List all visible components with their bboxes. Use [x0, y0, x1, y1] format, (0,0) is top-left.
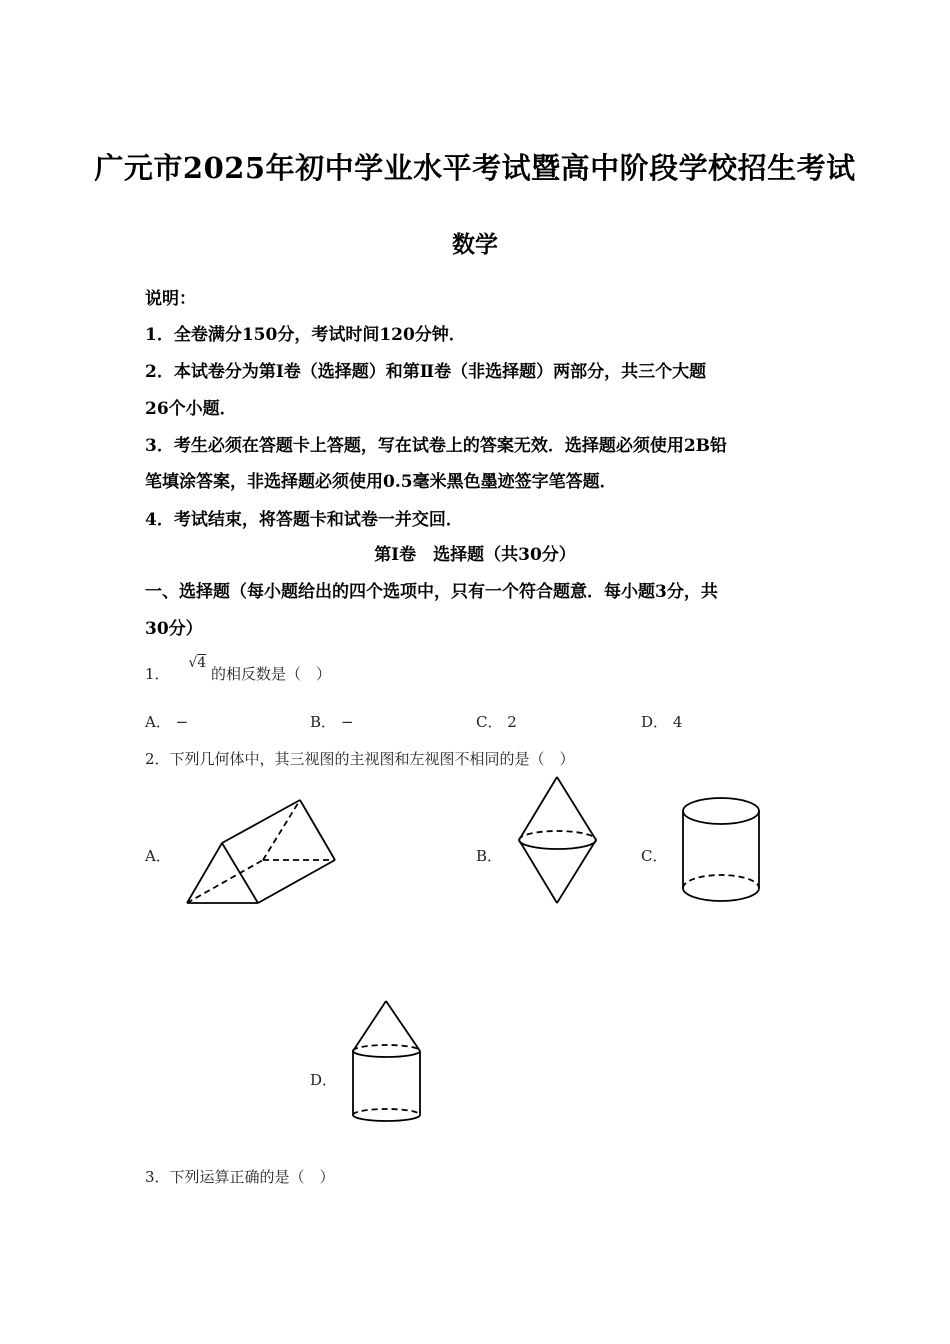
question-number: 1． [145, 665, 170, 683]
instruction-item: 1．全卷满分150分，考试时间120分钟． [145, 325, 466, 345]
instruction-item: 26个小题． [145, 399, 237, 419]
option-value: 2 [507, 713, 517, 731]
instruction-item: 4．考试结束，将答题卡和试卷一并交回． [145, 510, 463, 530]
option-c-label: C． [641, 847, 668, 865]
section-heading-cont: 30分） [145, 619, 203, 639]
question-text: 下列几何体中，其三视图的主视图和左视图不相同的是（ ） [169, 750, 575, 768]
exam-title: 广元市2025年初中学业水平考试暨高中阶段学校招生考试 [94, 151, 856, 185]
option-label: D． [641, 713, 669, 731]
option-value: 4 [672, 713, 683, 731]
option-a-label: A． [145, 847, 171, 865]
instruction-item: 笔填涂答案，非选择题必须使用0.5毫米黑色墨迹签字笔答题． [145, 472, 617, 492]
instructions-heading: 说明： [145, 289, 196, 309]
question-number: 3． [145, 1168, 170, 1186]
instruction-item: 2．本试卷分为第Ⅰ卷（选择题）和第Ⅱ卷（非选择题）两部分，共三个大题 [145, 362, 707, 382]
option-d-label: D． [310, 1071, 338, 1089]
section-heading: 一、选择题（每小题给出的四个选项中，只有一个符合题意．每小题3分，共 [145, 582, 718, 602]
sqrt-expression: √4 [188, 655, 207, 671]
option-label: C． [476, 713, 503, 731]
option-value: − [175, 713, 189, 731]
question-text: 下列运算正确的是（ ） [169, 1168, 335, 1186]
question-number: 2． [145, 750, 170, 768]
question-3 [145, 1166, 335, 1187]
exam-subject: 数学 [452, 231, 498, 258]
option-label: B． [310, 713, 337, 731]
part-one-heading: 第Ⅰ卷 选择题（共30分） [374, 545, 576, 565]
option-value: − [340, 713, 354, 731]
instruction-item: 3．考生必须在答题卡上答题，写在试卷上的答案无效．选择题必须使用2B铅 [145, 436, 728, 456]
option-label: A． [145, 713, 171, 731]
radicand: 4 [197, 655, 207, 671]
question-text: 的相反数是（ ） [210, 665, 331, 683]
option-b-label: B． [476, 847, 503, 865]
